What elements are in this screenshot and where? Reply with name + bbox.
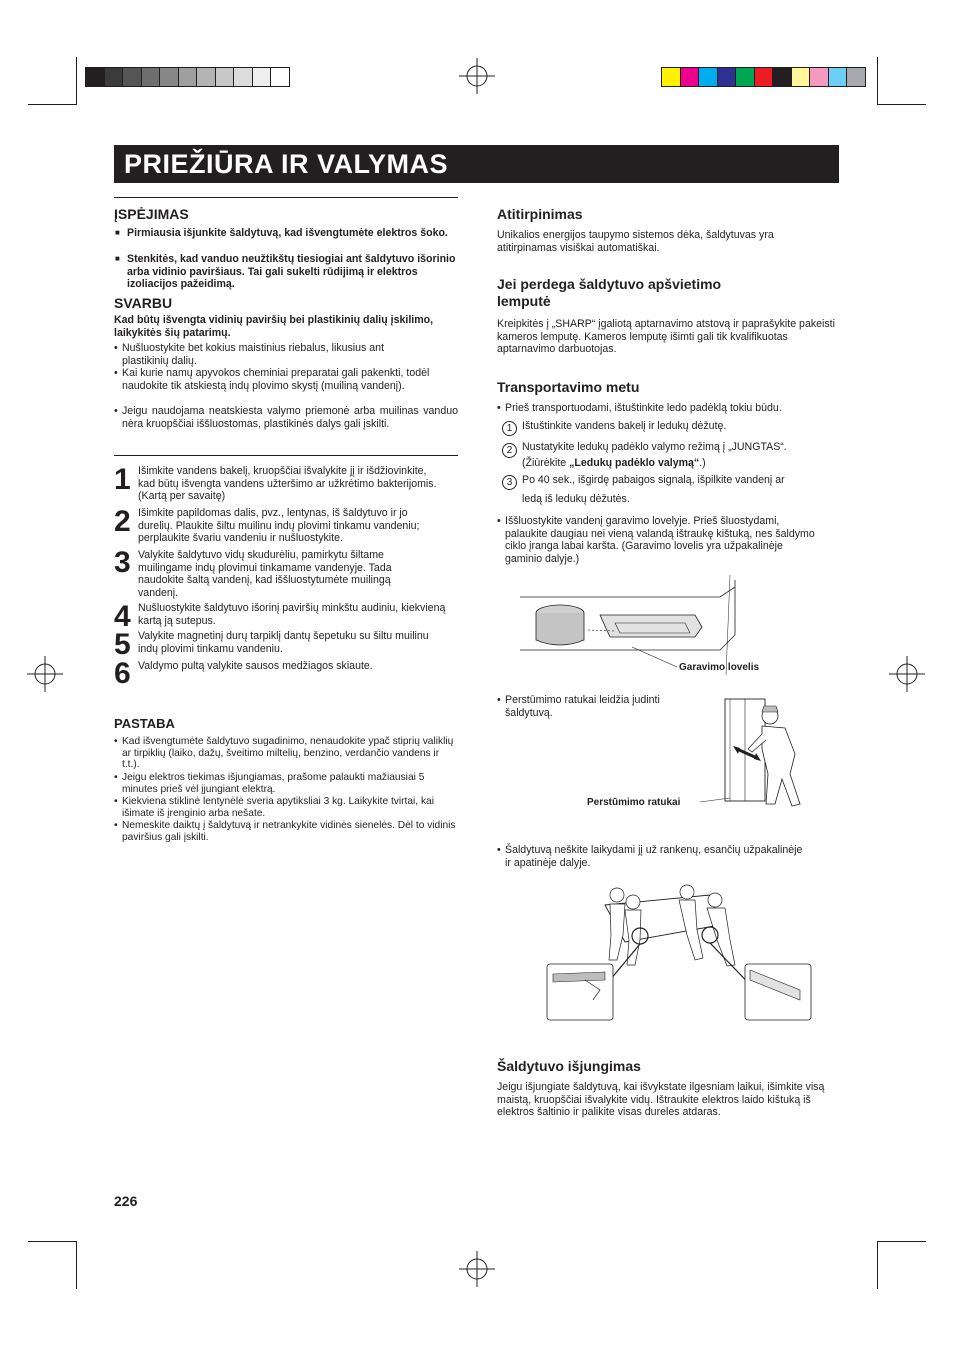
color-swatch — [736, 68, 755, 86]
crop-mark — [76, 57, 77, 105]
switchoff-heading: Šaldytuvo išjungimas — [497, 1058, 641, 1074]
step-number: 1 — [114, 463, 131, 496]
wheels-item: • Perstūmimo ratukai leidžia judinti šaldytuvą. — [505, 694, 695, 719]
color-swatch-bar — [661, 67, 866, 87]
color-swatch — [681, 68, 700, 86]
step-circle: 1 — [502, 421, 517, 436]
step-text: Išimkite vandens bakelį, kruopščiai išvalykite jį ir išdžiovinkite, kad būtų išvengta vandens užteršimo ar užkrėtimo bakterijomis. (Kartą per savaitę) — [138, 465, 437, 503]
color-swatch — [662, 68, 681, 86]
color-swatch — [160, 68, 179, 86]
note-heading: PASTABA — [114, 716, 175, 731]
color-swatch — [253, 68, 272, 86]
evaporation-tray-label: Garavimo lovelis — [679, 662, 760, 673]
page-title: PRIEŽIŪRA IR VALYMAS — [124, 149, 449, 179]
step-number: 6 — [114, 657, 131, 690]
note-item: • Jeigu elektros tiekimas išjungiamas, prašome palaukti mažiausiai 5 minutes prieš vėl įjungiant elektrą. — [122, 772, 458, 795]
switchoff-text: Jeigu išjungiate šaldytuvą, kai išvykstate ilgesniam laikui, išimkite visą maistą, kruopščiai išvalykite vidų. Ištraukite elektros laido kištuką iš elektros šaltinio ir palikite visas dureles atdaras. — [497, 1081, 825, 1119]
registration-mark-icon — [459, 1251, 495, 1287]
crop-mark — [76, 1241, 77, 1289]
color-swatch — [773, 68, 792, 86]
defrost-heading: Atitirpinimas — [497, 206, 583, 222]
color-swatch — [847, 68, 865, 86]
important-intro: Kad būtų išvengta vidinių paviršių bei plastikinių dalių įskilimo, laikykitės šių patarimų. — [114, 314, 434, 339]
transport-step-text: Ištuštinkite vandens bakelį ir ledukų dėžutę. — [522, 420, 727, 432]
transport-step-line: Nustatykite ledukų padėklo valymo režimą į „JUNGTAS“. — [522, 441, 787, 453]
transport-step-line — [522, 457, 842, 470]
step-text: Išimkite papildomas dalis, pvz., lentynas, iš šaldytuvo ir jo durelių. Plaukite šiltu muilinu indų plovimi tinkamu vandeniu; perplaukite švariu vandeniu ir nušluostykite. — [138, 507, 420, 545]
color-swatch — [699, 68, 718, 86]
transport-step-part: (Žiūrėkite — [522, 456, 570, 469]
refrigerator-push-illustration — [700, 694, 815, 809]
color-swatch — [123, 68, 142, 86]
step-text: Valdymo pultą valykite sausos medžiagos skiaute. — [138, 660, 373, 672]
note-item: • Kiekviena stiklinė lentynėlė sveria apytiksliai 3 kg. Laikykite tvirtai, kai išimate iš įrenginio arba nešate. — [122, 796, 458, 819]
ice-tray-cleaning-ref: „Ledukų padėklo valymą“ — [569, 456, 700, 469]
registration-mark-icon — [459, 58, 495, 94]
important-item: • Kai kurie namų apyvokos cheminiai preparatai gali pakenkti, todėl naudokite tik atskiestą indų plovimo skystį (muiliną vandenį). — [122, 367, 437, 392]
warning-item: ■ Pirmiausia išjunkite šaldytuvą, kad išvengtumėte elektros šoko. — [127, 227, 459, 240]
step-text: Nušluostykite šaldytuvo išorinį paviršių minkštu audiniu, kiekvieną kartą ją sutepus. — [138, 602, 446, 627]
color-swatch — [792, 68, 811, 86]
transport-heading: Transportavimo metu — [497, 379, 640, 395]
transport-step-line: ledą iš ledukų dėžutės. — [522, 492, 630, 505]
color-swatch — [829, 68, 848, 86]
step-number: 4 — [114, 600, 131, 633]
transport-step-part: .) — [699, 456, 706, 469]
color-swatch — [216, 68, 235, 86]
step-circle: 3 — [502, 475, 517, 490]
carrying-illustration — [545, 880, 815, 1022]
carry-item: • Šaldytuvą neškite laikydami jį už rankenų, esančių užpakalinėje ir apatinėje dalyje. — [505, 844, 805, 869]
registration-mark-icon — [27, 656, 63, 692]
step-circle: 2 — [502, 443, 517, 458]
defrost-text: Unikalios energijos taupymo sistemos dėka, šaldytuvas yra atitirpinamas visiškai automatiškai. — [497, 229, 774, 254]
important-heading: SVARBU — [114, 295, 173, 311]
crop-mark — [28, 1241, 76, 1242]
drain-item: • Iššluostykite vandenį garavimo lovelyje. Prieš šluostydami, palaukite daugiau nei vieną valandą ištraukę kištuką, nes šaldymo ciklo įranga labai karšta. (Garavimo lovelis yra užpakalinėje gaminio dalyje.) — [505, 515, 820, 565]
color-swatch — [179, 68, 198, 86]
transport-step-text — [522, 441, 842, 469]
crop-mark — [28, 104, 76, 105]
color-swatch — [142, 68, 161, 86]
divider — [114, 455, 458, 456]
crop-mark — [878, 1241, 926, 1242]
registration-mark-icon — [889, 656, 925, 692]
important-item: • Nušluostykite bet kokius maistinius riebalus, likusius ant plastikinių dalių. — [122, 342, 422, 367]
crop-mark — [877, 1241, 878, 1289]
note-item: • Nemeskite daiktų į šaldytuvą ir netrankykite vidinės sienelės. Dėl to vidinis paviršius gali įskilti. — [122, 820, 458, 843]
color-swatch — [105, 68, 124, 86]
divider — [114, 197, 458, 198]
step-text: Valykite šaldytuvo vidų skudurėliu, pamirkytu šiltame muilingame indų plovimui tinkamame vandenyje. Tada naudokite šaltą vandenį, kad iššluostytumėte muilingą vandenį. — [138, 549, 392, 599]
step-number: 5 — [114, 628, 131, 661]
note-item: • Kad išvengtumėte šaldytuvo sugadinimo, nenaudokite ypač stiprių valiklių ar tirpiklių (laiko, dažų, šveitimo miltelių, benzino, verdančio vandens ir t.t.). — [122, 736, 458, 771]
step-number: 3 — [114, 546, 131, 579]
grayscale-swatch-bar — [85, 67, 290, 87]
transport-intro: • Prieš transportuodami, ištuštinkite ledo padėklą tokiu būdu. — [505, 402, 835, 415]
warning-heading: ĮSPĖJIMAS — [114, 206, 189, 222]
crop-mark — [878, 104, 926, 105]
transport-step-line: Po 40 sek., išgirdę pabaigos signalą, išpilkite vandenį ar — [522, 474, 785, 486]
color-swatch — [755, 68, 774, 86]
color-swatch — [234, 68, 253, 86]
step-number: 2 — [114, 505, 131, 538]
color-swatch — [271, 68, 289, 86]
important-item: • Jeigu naudojama neatskiesta valymo priemonė arba muilinas vanduo nėra kruopščiai iššluostomas, plastikinės dalys gali įskilti. — [122, 405, 458, 430]
bulb-heading-line: Jei perdega šaldytuvo apšvietimo — [497, 276, 722, 292]
color-swatch — [86, 68, 105, 86]
transport-step-text — [522, 474, 842, 505]
page-number: 226 — [114, 1193, 138, 1209]
bulb-text: Kreipkitės į „SHARP“ įgaliotą aptarnavimo atstovą ir paprašykite pakeisti kameros lemputę. Kameros lemputę išimti gali tik kvalifikuotas aptarnavimo darbuotojas. — [497, 318, 835, 356]
color-swatch — [197, 68, 216, 86]
warning-item: ■ Stenkitės, kad vanduo neužtikštų tiesiogiai ant šaldytuvo išorinio arba vidinio paviršiaus. Tai gali sukelti rūdijimą ir elektros izoliacijos pažeidimą. — [127, 253, 459, 291]
color-swatch — [718, 68, 737, 86]
crop-mark — [877, 57, 878, 105]
bulb-heading — [497, 276, 721, 310]
wheels-label: Perstūmimo ratukai — [587, 797, 681, 808]
step-text: Valykite magnetinį durų tarpiklį dantų šepetuku su šiltu muilinu indų plovimi tinkamu vandeniu. — [138, 630, 429, 655]
page-title-bar — [114, 145, 839, 183]
bulb-heading-line: lemputė — [497, 293, 551, 309]
color-swatch — [810, 68, 829, 86]
